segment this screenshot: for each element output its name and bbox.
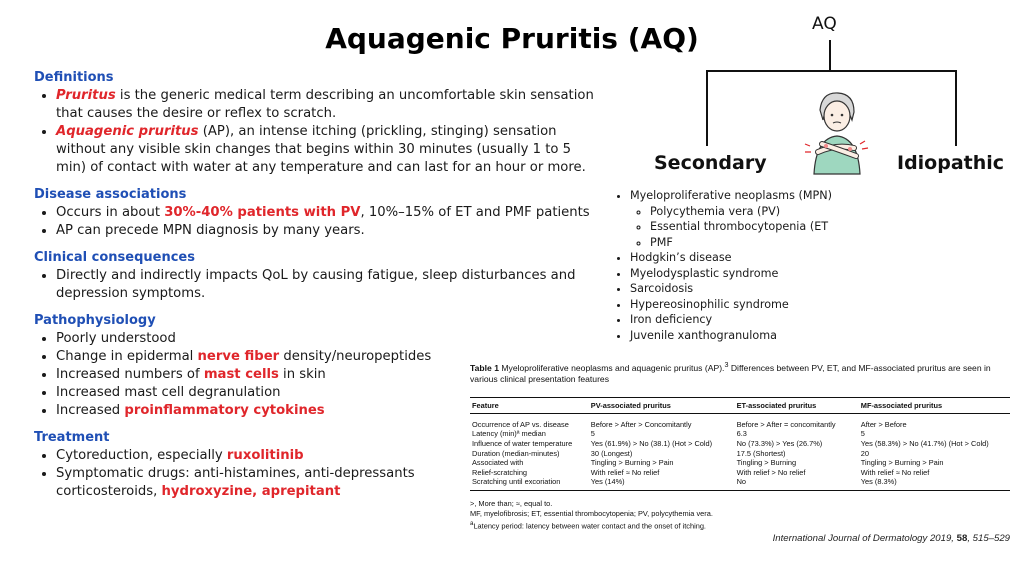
patho-heading: Pathophysiology <box>34 313 156 328</box>
tree-connector <box>706 70 957 72</box>
table-header: Feature <box>470 397 589 413</box>
itching-person-illustration <box>796 86 876 176</box>
list-item: • Change in epidermal nerve fiber density/neuropeptides <box>56 348 594 366</box>
definition-item: • Pruritus is the generic medical term describing an uncomfortable skin sensation that causes the desire or reflex to scratch. <box>56 87 594 123</box>
tree-root-label: AQ <box>812 14 837 34</box>
list-item: • Iron deficiency <box>630 312 1012 328</box>
table-row: Associated with Tingling > Burning > Pain Tingling > Burning Tingling > Burning > Pain <box>472 458 944 468</box>
list-item: • Symptomatic drugs: anti-histamines, anti-depressants corticosteroids, hydroxyzine, aprepitant <box>56 465 594 501</box>
table-header: PV-associated pruritus <box>589 397 735 413</box>
list-item: • Hypereosinophilic syndrome <box>630 297 1012 313</box>
page-title: Aquagenic Pruritis (AQ) <box>325 22 699 55</box>
disease-section <box>34 187 594 240</box>
footnote: MF, myelofibrosis; ET, essential thrombocytopenia; PV, polycythemia vera. <box>470 509 713 519</box>
idiopathic-label: Idiopathic <box>897 152 1005 174</box>
tree-connector <box>955 70 957 146</box>
tree-connector <box>829 40 831 70</box>
list-item: • Cytoreduction, especially ruxolitinib <box>56 447 594 465</box>
list-item: • Myelodysplastic syndrome <box>630 266 1012 282</box>
citation: International Journal of Dermatology 2019, 58, 515–529 <box>772 533 1010 545</box>
comparison-table <box>470 397 1010 491</box>
table-row: Occurrence of AP vs. disease Before > After > Concomitantly Before > After = concomitantly After > Before <box>472 419 907 429</box>
table-row: Duration (median-minutes) 30 (Longest) 17.5 (Shortest) 20 <box>472 448 870 458</box>
table-row: Scratching until excoriation Yes (14%) No Yes (8.3%) <box>470 477 1010 490</box>
secondary-label: Secondary <box>654 152 767 174</box>
definitions-section <box>34 70 594 177</box>
definitions-heading: Definitions <box>34 70 114 85</box>
definition-item: • Aquagenic pruritus (AP), an intense itching (prickling, stinging) sensation without any visible skin changes that begins within 30 minutes (usually 1 to 5 min) of contact with water at any temperature and can last for an hour or more. <box>56 123 594 177</box>
footnote: >, More than; ≈, equal to. <box>470 499 553 509</box>
table-header: MF-associated pruritus <box>859 397 1010 413</box>
list-item: • Hodgkin’s disease <box>630 250 1012 266</box>
table-figure <box>470 360 1010 544</box>
table-caption: Table 1 Myeloproliferative neoplasms and aquagenic pruritus (AP).$^3$ Differences between PV, ET, and MF-associated pruritus are seen in various clinical presentation features <box>470 361 991 384</box>
clinical-section <box>34 250 594 303</box>
list-subitem: ◦ Polycythemia vera (PV) <box>650 204 1012 220</box>
list-item: • Myeloproliferative neoplasms (MPN) ◦ Polycythemia vera (PV) ◦ Essential thrombocytopenia (ET ◦ PMF <box>630 188 1012 250</box>
list-item: • Sarcoidosis <box>630 281 1012 297</box>
footnote: $^a$Latency period: latency between water contact and the onset of itching. <box>470 520 706 531</box>
secondary-causes-list <box>612 188 1012 343</box>
table-row: Influence of water temperature Yes (61.9%) > No (38.1) (Hot > Cold) No (73.3%) > Yes (26.7%) Yes (58.3%) > No (41.7%) (Hot > Cold) <box>472 439 989 449</box>
treatment-heading: Treatment <box>34 430 110 445</box>
table-row: Latency (min)ª median 5 6.3 5 <box>472 429 865 439</box>
list-item: • Increased numbers of mast cells in skin <box>56 366 594 384</box>
list-subitem: ◦ PMF <box>650 235 1012 251</box>
table-footnotes <box>470 499 1010 531</box>
list-item: • Poorly understood <box>56 330 594 348</box>
list-item: • Directly and indirectly impacts QoL by causing fatigue, sleep disturbances and depression symptoms. <box>56 267 594 303</box>
table-header: ET-associated pruritus <box>735 397 859 413</box>
tree-connector <box>706 70 708 146</box>
list-item: • Occurs in about 30%-40% patients with PV, 10%–15% of ET and PMF patients <box>56 204 594 222</box>
table-row: Relief-scratching With relief ≈ No relief With relief > No relief With relief ≈ No relief <box>472 467 930 477</box>
list-item: • AP can precede MPN diagnosis by many years. <box>56 222 594 240</box>
disease-heading: Disease associations <box>34 187 187 202</box>
clinical-heading: Clinical consequences <box>34 250 195 265</box>
list-item: • Increased mast cell degranulation <box>56 384 594 402</box>
list-subitem: ◦ Essential thrombocytopenia (ET <box>650 219 1012 235</box>
list-item: • Juvenile xanthogranuloma <box>630 328 1012 344</box>
list-item: • Increased proinflammatory cytokines <box>56 402 594 420</box>
